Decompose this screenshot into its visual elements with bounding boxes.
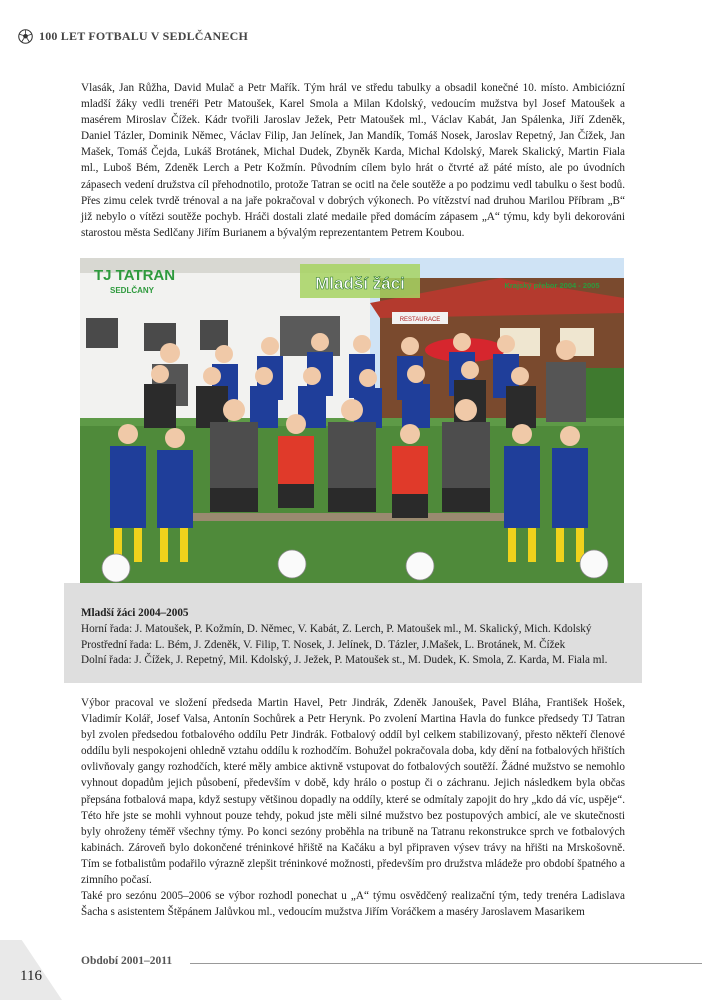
restaurant-sign: RESTAURACE xyxy=(399,317,441,323)
footer-rule xyxy=(190,963,702,964)
intro-paragraph xyxy=(81,80,625,241)
photo-caption xyxy=(81,606,626,669)
paragraph-text: Také pro sezónu 2005–2006 se výbor rozhodl ponechat u „A“ týmu osvědčený realizační tým, tedy trenéra Ladislava Šacha s asistentem Štěpánem Jalůvkou ml., vedoucím mužstva Jiřím Voráčkem a maséry Jaroslavem Masarikem xyxy=(81,890,625,919)
caption-title: Mladší žáci 2004–2005 xyxy=(81,607,189,619)
photo-banner: Mladší žáci xyxy=(315,274,405,293)
paragraph-text: Vlasák, Jan Růžha, David Mulač a Petr Mařík. Tým hrál ve středu tabulky a obsadil konečné 10. místo. Ambiciózní mladší žáky vedli trenéři Petr Matoušek, Karel Smola a Milan Kdolský, vedoucím mužstva byl Josef Matoušek a masérem Miroslav Čížek. Kádr tvořili Jaroslav Ježek, Petr Matoušek ml., Václav Kabát, Jan Spálenka, Jiří Zdeněk, Daniel Tázler, Dominik Němec, Václav Filip, Jan Jelínek, Jan Mandík, Tomáš Nosek, Jaroslav Repetný, Jan Čížek, Jan Mašek, Tomáš Čejda, Lukáš Brotánek, Michal Dudek, Zbyněk Karda, Michal Kdolský, Marek Skalický, Martin Fiala ml., Luboš Bém, Zdeněk Lerch a Petr Kožmín. Původním cílem bylo hrát o čtvrté až páté místo, ale po úvodních zápasech vedení družstva cíl přehodnotilo, protože Tatran se ocitl na čele soutěže a po podzimu vedl tabulku o šest bodů. Přes zimu celek tvrdě trénoval a na jaře pokračoval v dobrých výkonech. Po vítězství nad druhou Marilou Příbram „B“ již nebylo o vítězi soutěže pochyb. Hráči dostali zlaté medaile před domácím zápasem „A“ týmu, kdy byli dekorováni starostou města Sedlčany Jiřím Burianem a bývalým reprezentantem Petrem Koubou. xyxy=(81,82,625,239)
caption-row-bottom: Dolní řada: J. Čížek, J. Repetný, Mil. Kdolský, J. Ježek, P. Matoušek st., M. Dudek, K. Smola, Z. Karda, M. Fiala ml. xyxy=(81,654,608,667)
caption-row-middle: Prostřední řada: L. Bém, J. Zdeněk, V. Filip, T. Nosek, J. Jelínek, D. Tázler, J.Mašek, L. Brotánek, M. Čížek xyxy=(81,638,566,651)
team-photo xyxy=(80,258,624,584)
football-icon xyxy=(18,29,33,44)
page-number: 116 xyxy=(20,968,42,984)
body-text xyxy=(81,695,625,920)
team-photo-image xyxy=(80,258,624,584)
team-town: SEDLČANY xyxy=(110,286,155,295)
competition-label: Krajský přebor 2004 - 2005 xyxy=(504,281,600,290)
running-header xyxy=(18,26,248,46)
paragraph-text: Výbor pracoval ve složení předseda Martin Havel, Petr Jindrák, Zdeněk Janoušek, Pavel Bláha, František Hošek, Vladimír Kolář, Josef Valsa, Antonín Sochůrek a Petr Herynk. Po zvolení Martina Havla do funkce předsedy TJ Tatran byl zvolen předsedou fotbalového oddílu Petr Jindrák. Fotbalový oddíl byl celkem stabilizovaný, přesto někteří členové oddílu byli nespokojeni ohledně vztahu oddílu k rozhodčím. Bohužel pokračovala doba, kdy dění na fotbalových hřištích ovlivňovaly gangy rozhodčích, které měly ambice aktivně vstupovat do fotbalových soutěží. Žádné mužstvo se nemohlo vyhnout dopadům jejich působení, především v době, kdy hrálo o postup či o záchranu. Jejich následkem byla občas přepsána fotbalová mapa, když sestupy většinou dopadly na oddíly, které se odmítaly zapojit do hry „kdo dá víc, uspěje“. Této hře jste se mohli vyhnout pouze tehdy, pokud jste měli silné mužstvo bez postupových ambicí, ale ve skutečnosti byly ohroženy téměř všechny týmy. Po konci sezóny proběhla na tribuně na Tatranu rekonstrukce sprch ve fotbalových kabinách. Zároveň bylo dokončené tréninkové hřiště na Kačáku a byl připraven výsev trávy na hřišti na Mrskošovně. Tím se fotbalistům podařilo výrazně zlepšit tréninkové možnosti, především pro družstva mládeže pro období špatného a zimního počasí. xyxy=(81,697,625,887)
footer-period: Období 2001–2011 xyxy=(81,955,173,967)
caption-row-top: Horní řada: J. Matoušek, P. Kožmín, D. Němec, V. Kabát, Z. Lerch, P. Matoušek ml., M. Skalický, Mich. Kdolský xyxy=(81,622,592,635)
team-name: TJ TATRAN xyxy=(94,267,176,284)
header-title: 100 LET FOTBALU V SEDLČANECH xyxy=(39,28,248,43)
